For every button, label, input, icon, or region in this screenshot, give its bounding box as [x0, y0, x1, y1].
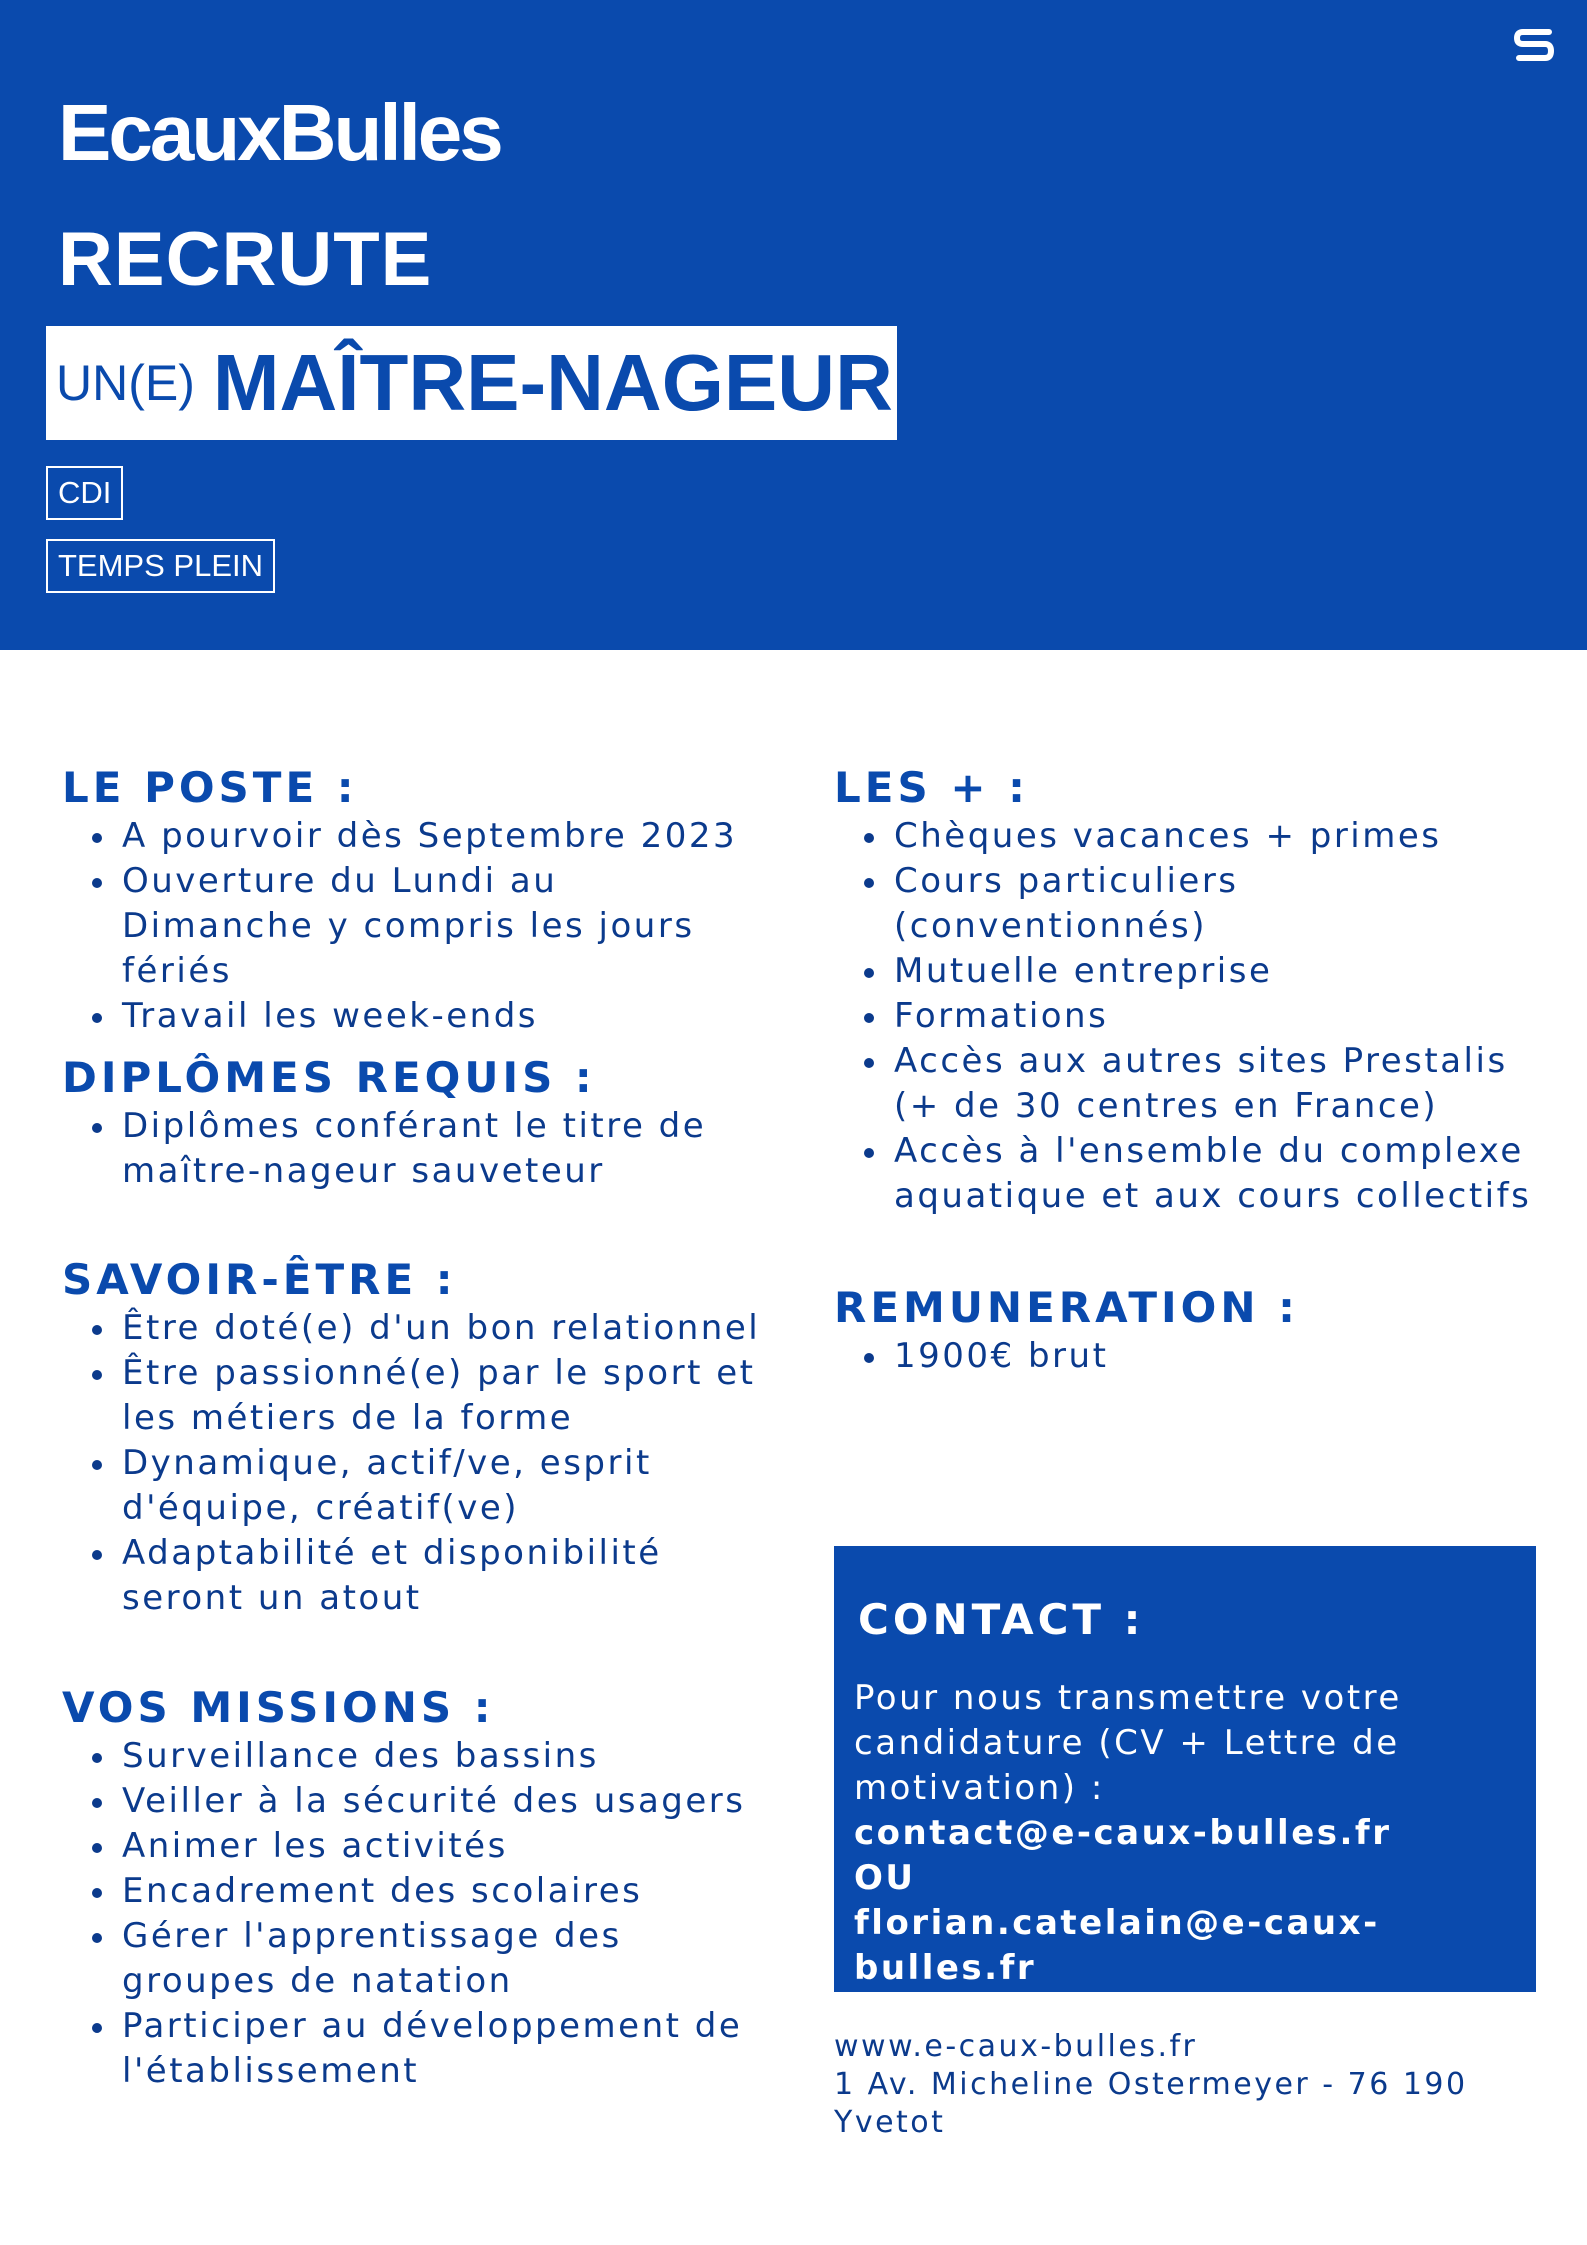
list-item: 1900€ brut	[834, 1334, 1534, 1379]
section-diplomes	[62, 1052, 762, 1194]
brand-s-icon	[1509, 20, 1559, 70]
contact-body	[854, 1676, 1526, 1991]
savoir-list	[62, 1306, 762, 1621]
poste-list	[62, 814, 762, 1039]
list-item: Mutuelle entreprise	[834, 949, 1534, 994]
logo-wordmark	[58, 78, 528, 188]
contact-email-link[interactable]: contact@e-caux-bulles.fr	[854, 1813, 1392, 1853]
savoir-heading: SAVOIR-ÊTRE :	[62, 1255, 457, 1304]
diplomes-list	[62, 1104, 762, 1194]
list-item: Adaptabilité et disponibilité seront un atout	[62, 1531, 762, 1621]
job-title: MAÎTRE-NAGEUR	[212, 338, 893, 427]
work-time-tag: TEMPS PLEIN	[46, 539, 275, 593]
list-item: Travail les week-ends	[62, 994, 762, 1039]
header-banner	[0, 0, 1587, 650]
contract-type-tag: CDI	[46, 466, 123, 520]
footer	[834, 2028, 1587, 2142]
section-remuneration	[834, 1282, 1534, 1379]
section-savoir-etre	[62, 1254, 762, 1621]
job-title-prefix: UN(E)	[56, 355, 195, 411]
section-avantages	[834, 762, 1534, 1219]
list-item: Formations	[834, 994, 1534, 1039]
list-item: Accès à l'ensemble du complexe aquatique et aux cours collectifs	[834, 1129, 1534, 1219]
list-item: Chèques vacances + primes	[834, 814, 1534, 859]
contact-or: OU	[854, 1858, 916, 1898]
list-item: Être passionné(e) par le sport et les métiers de la forme	[62, 1351, 762, 1441]
list-item: Participer au développement de l'établissement	[62, 2004, 762, 2094]
missions-list	[62, 1734, 762, 2094]
list-item: Surveillance des bassins	[62, 1734, 762, 1779]
remuneration-heading: REMUNERATION :	[834, 1283, 1299, 1332]
plus-list	[834, 814, 1534, 1219]
list-item: Être doté(e) d'un bon relationnel	[62, 1306, 762, 1351]
list-item: Animer les activités	[62, 1824, 762, 1869]
list-item: Encadrement des scolaires	[62, 1869, 762, 1914]
list-item: Ouverture du Lundi au Dimanche y compris les jours fériés	[62, 859, 762, 994]
plus-heading: LES + :	[834, 763, 1029, 812]
section-missions	[62, 1682, 762, 2094]
section-poste	[62, 762, 762, 1039]
list-item: Gérer l'apprentissage des groupes de natation	[62, 1914, 762, 2004]
list-item: Accès aux autres sites Prestalis (+ de 30 centres en France)	[834, 1039, 1534, 1129]
contact-heading: CONTACT :	[858, 1595, 1145, 1644]
recruiter-email-link[interactable]: florian.catelain@e-caux-bulles.fr	[854, 1903, 1380, 1988]
list-item: Veiller à la sécurité des usagers	[62, 1779, 762, 1824]
missions-heading: VOS MISSIONS :	[62, 1683, 495, 1732]
svg-text:EcauxBulles: EcauxBulles	[58, 88, 501, 177]
list-item: Diplômes conférant le titre de maître-nageur sauveteur	[62, 1104, 762, 1194]
poste-heading: LE POSTE :	[62, 763, 358, 812]
contact-text: Pour nous transmettre votre candidature (CV + Lettre de motivation) :	[854, 1678, 1402, 1808]
list-item: Dynamique, actif/ve, esprit d'équipe, créatif(ve)	[62, 1441, 762, 1531]
contact-box	[834, 1546, 1536, 1992]
recrute-heading: RECRUTE	[58, 217, 433, 302]
job-title-box	[46, 326, 897, 440]
list-item: Cours particuliers (conventionnés)	[834, 859, 1534, 949]
diplomes-heading: DIPLÔMES REQUIS :	[62, 1053, 596, 1102]
remuneration-list	[834, 1334, 1534, 1379]
address: 1 Av. Micheline Ostermeyer - 76 190 Yvetot	[834, 2067, 1468, 2140]
brand-logo	[58, 78, 528, 201]
list-item: A pourvoir dès Septembre 2023	[62, 814, 762, 859]
website-link[interactable]: www.e-caux-bulles.fr	[834, 2029, 1198, 2064]
